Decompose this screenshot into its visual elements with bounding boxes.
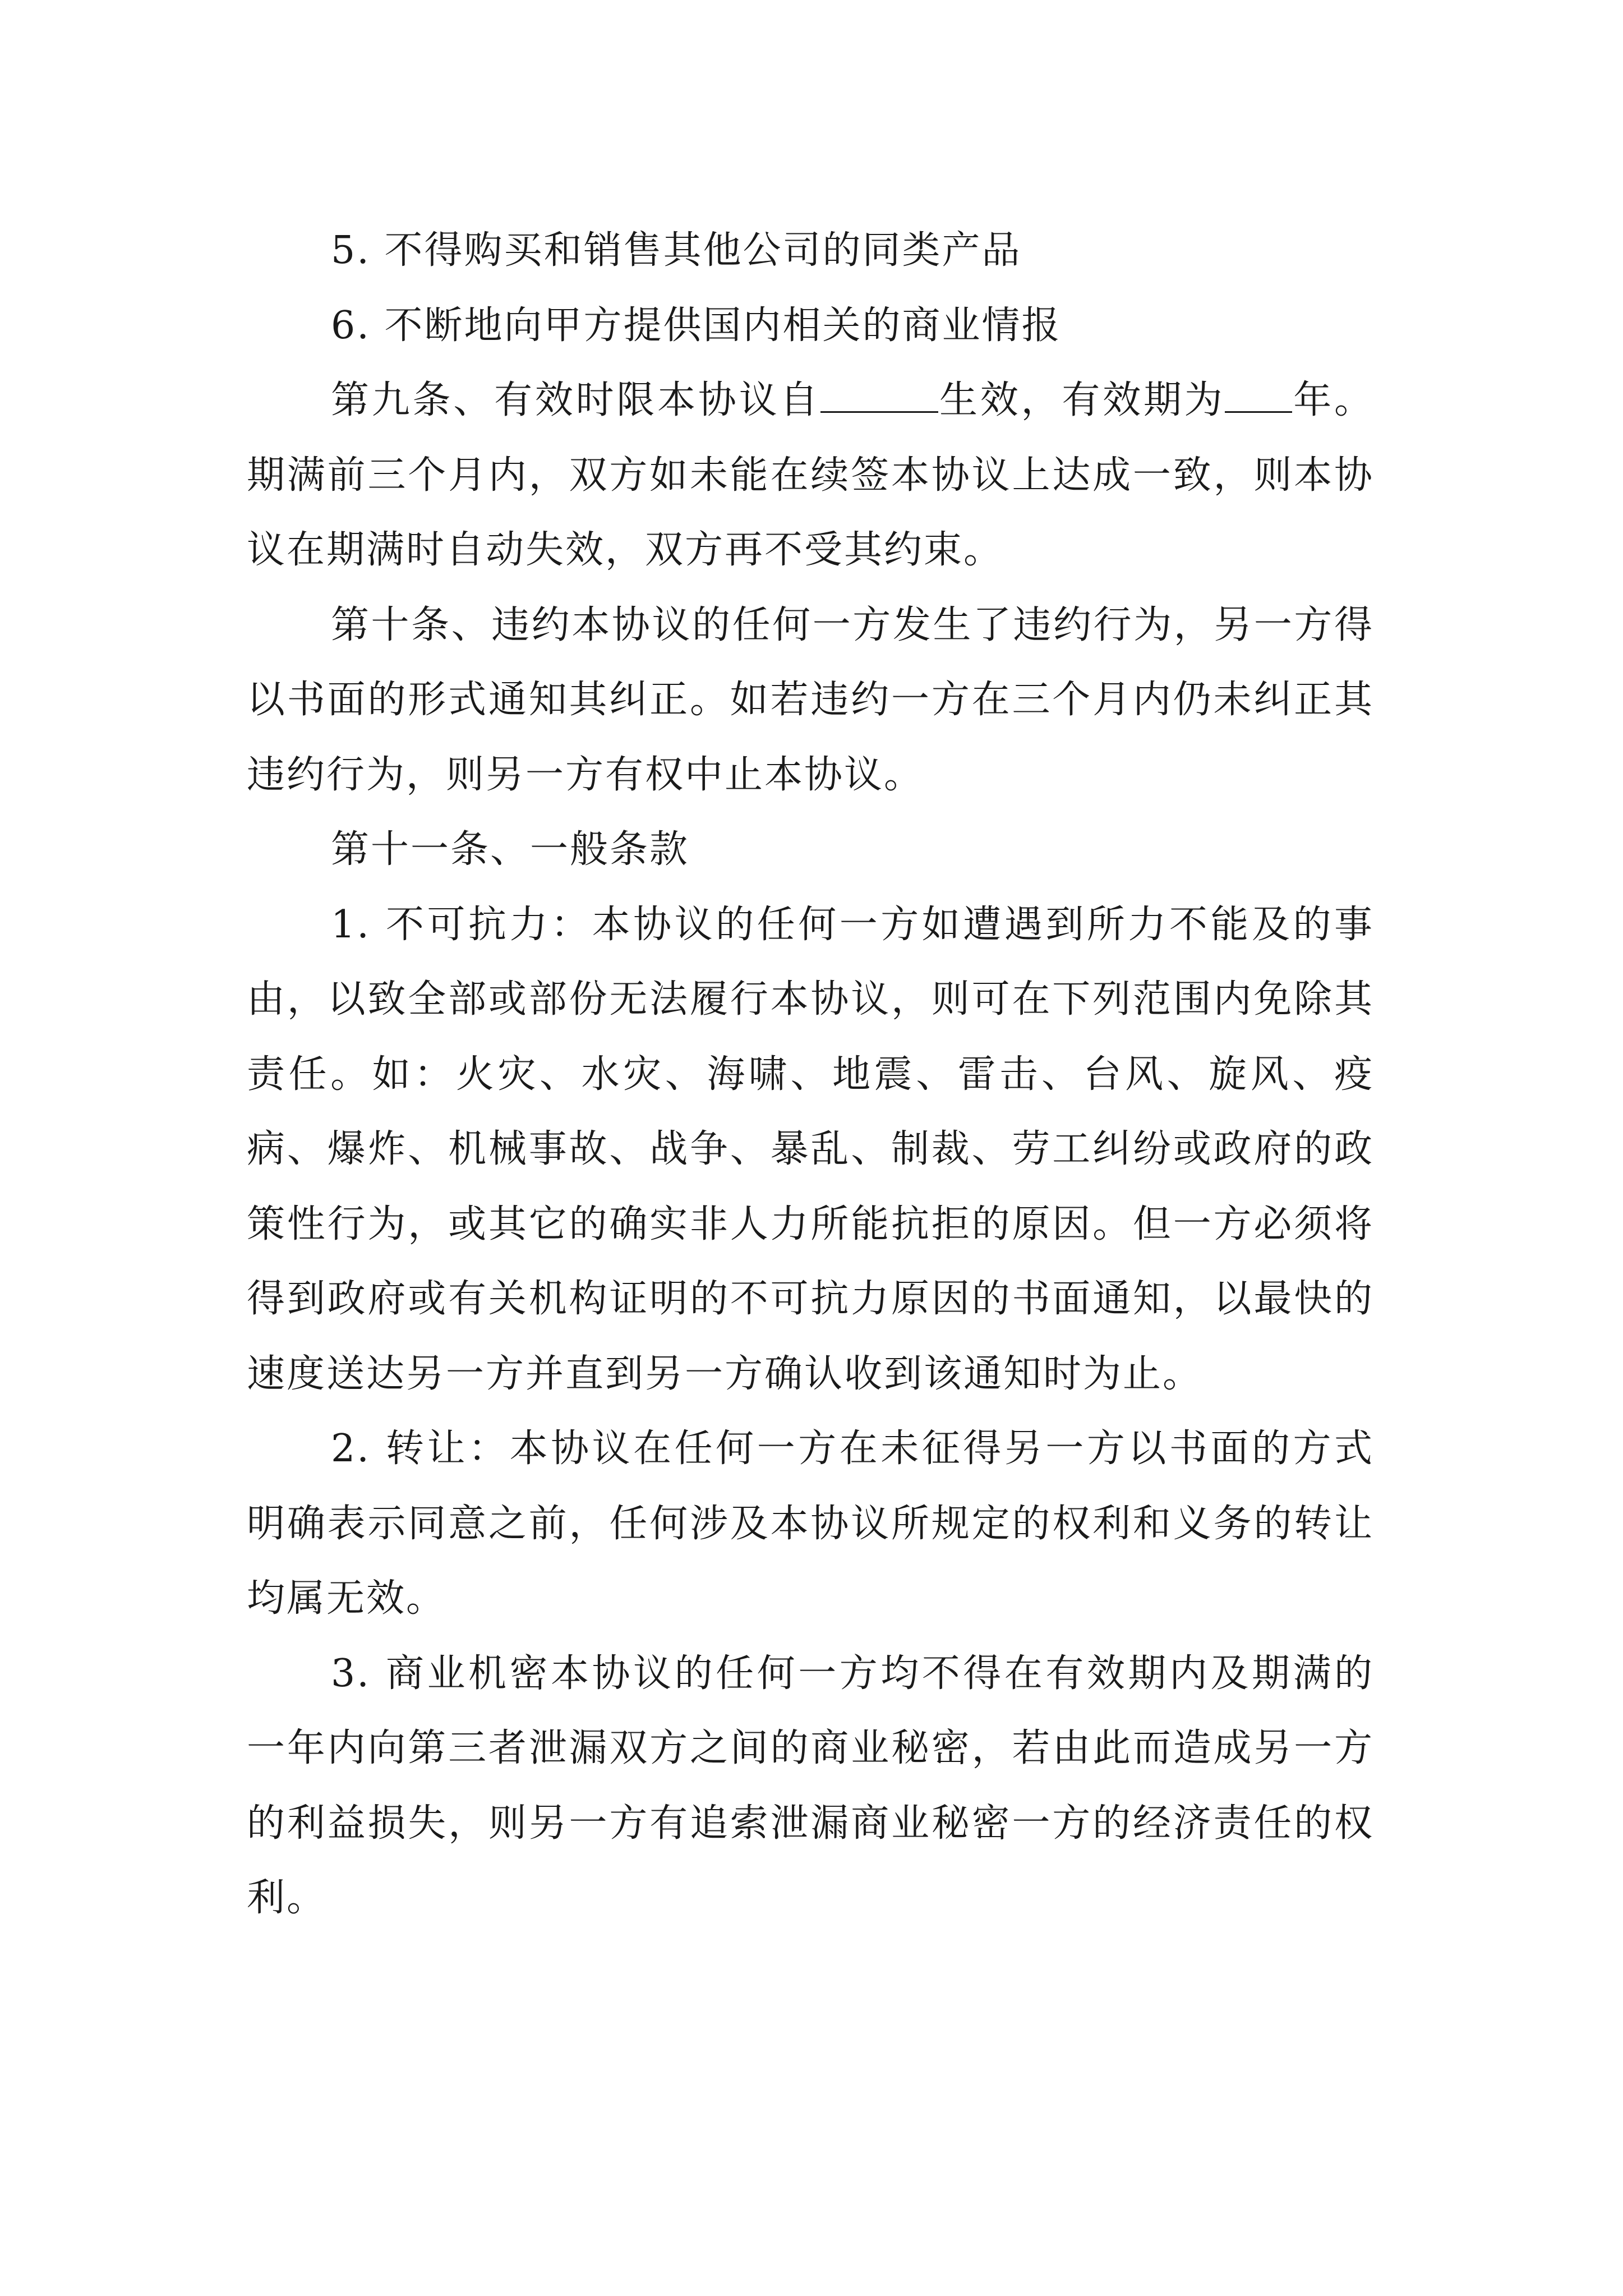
- clause-item-5: 5. 不得购买和销售其他公司的同类产品: [331, 228, 1022, 273]
- article-11-heading: 第十一条、一般条款: [331, 827, 690, 872]
- article-9-part-1: 第九条、有效时限本协议自: [331, 378, 821, 422]
- article-9-validity: [247, 363, 1374, 588]
- effective-date-blank: [820, 378, 938, 413]
- clause-item-6: 6. 不断地向甲方提供国内相关的商业情报: [331, 303, 1062, 348]
- validity-years-blank: [1225, 378, 1292, 413]
- clause-force-majeure: 1. 不可抗力：本协议的任何一方如遭遇到所力不能及的事由，以致全部或部份无法履行本协议，则可在下列范围内免除其责任。如：火灾、水灾、海啸、地震、雷击、台风、旋风、疫病、爆炸、机械事故、战争、暴乱、制裁、劳工纠纷或政府的政策性行为，或其它的确实非人力所能抗拒的原因。但一方必须将得到政府或有关机构证明的不可抗力原因的书面通知，以最快的速度送达另一方并直到另一方确认收到该通知时为止。: [247, 902, 1374, 1396]
- article-9-part-2: 生效，有效期为: [938, 378, 1225, 422]
- article-10-breach: 第十条、违约本协议的任何一方发生了违约行为，另一方得以书面的形式通知其纠正。如若违约一方在三个月内仍未纠正其违约行为，则另一方有权中止本协议。: [247, 602, 1374, 797]
- document-body: [247, 213, 1374, 1936]
- clause-transfer: 2. 转让：本协议在任何一方在未征得另一方以书面的方式明确表示同意之前，任何涉及本协议所规定的权利和义务的转让均属无效。: [247, 1427, 1374, 1621]
- article-9-part-3: 年。期满前三个月内，双方如未能在续签本协议上达成一致，则本协议在期满时自动失效，双方再不受其约束。: [247, 378, 1374, 572]
- clause-confidentiality: 3. 商业机密本协议的任何一方均不得在有效期内及期满的一年内向第三者泄漏双方之间的商业秘密，若由此而造成另一方的利益损失，则另一方有追索泄漏商业秘密一方的经济责任的权利。: [247, 1651, 1374, 1920]
